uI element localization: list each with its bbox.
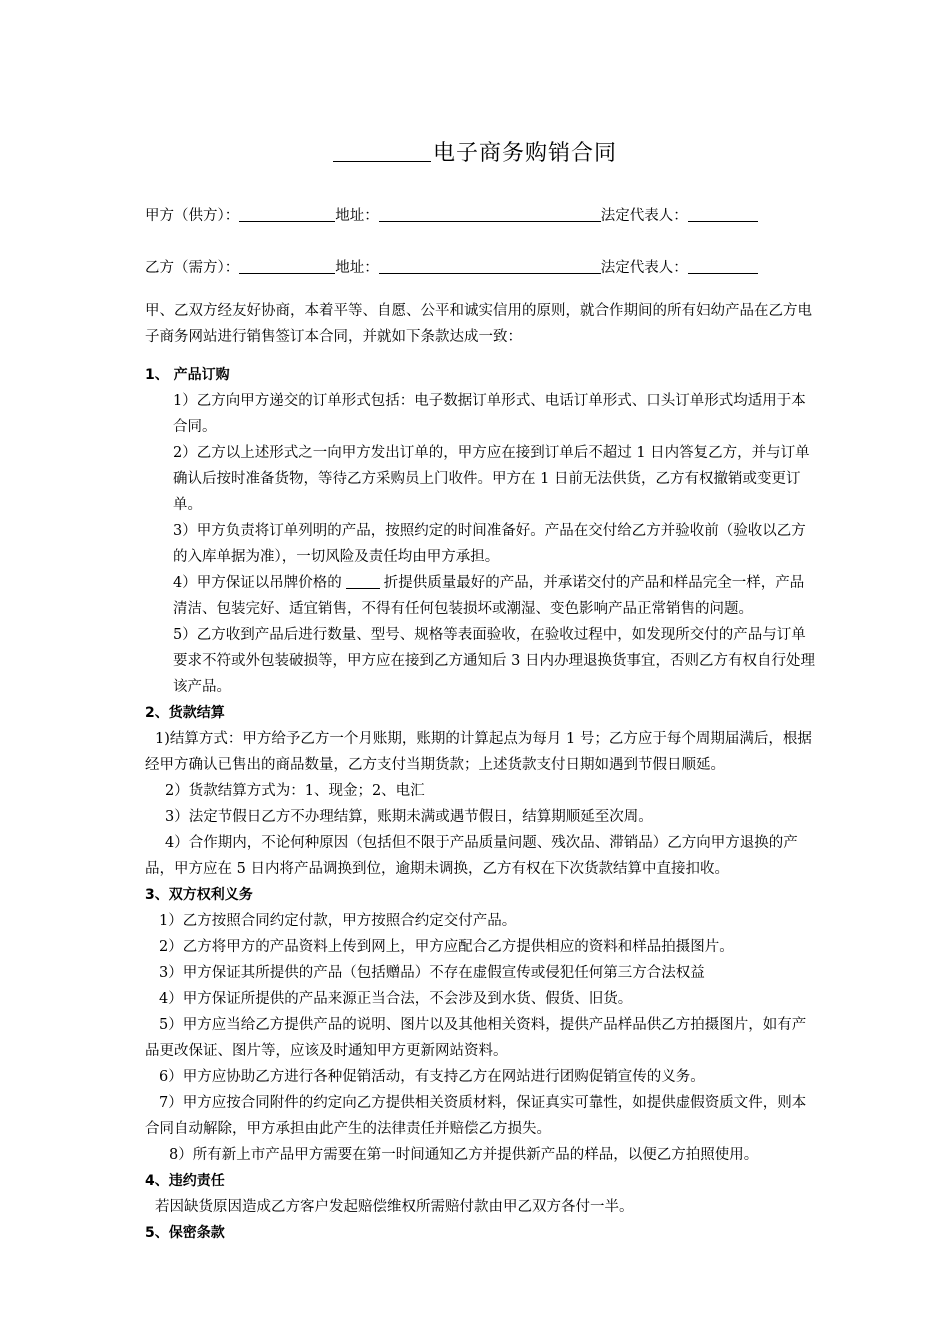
section-2-clause-1: 1)结算方式：甲方给予乙方一个月账期，账期的计算起点为每月 1 号；乙方应于每个周期届满后，根据经甲方确认已售出的商品数量，乙方支付当期货款；上述货款支付日期如遇到节假日顺延。 [145,731,812,773]
section-2-clause-2: 2）货款结算方式为：1、现金；2、电汇 [165,783,425,799]
section-3-clause-6: 6）甲方应协助乙方进行各种促销活动，有支持乙方在网站进行团购促销宣传的义务。 [159,1069,705,1085]
section-4-clause-1: 若因缺货原因造成乙方客户发起赔偿维权所需赔付款由甲乙双方各付一半。 [155,1199,634,1215]
party-b-name-blank [239,259,335,274]
party-b-address-label: 地址： [335,260,379,276]
section-3-clause-8: 8）所有新上市产品甲方需要在第一时间通知乙方并提供新产品的样品，以便乙方拍照使用。 [169,1147,759,1163]
discount-blank [346,574,380,589]
clause-4-part-b: 折提供质量最好的产品，并承诺交付的产品和样品完全一样，产品清洁、包装完好、适宜销售，不得有任何包装损坏或潮湿、变色影响产品正常销售的问题。 [173,575,805,617]
clause-4-part-a: 4）甲方保证以吊牌价格的 [173,575,342,591]
intro-paragraph: 甲、乙双方经友好协商，本着平等、自愿、公平和诚实信用的原则，就合作期间的所有妇幼产品在乙方电子商务网站进行销售签订本合同，并就如下条款达成一致： [145,303,812,345]
section-3-clause-7: 7）甲方应按合同附件的约定向乙方提供相关资质材料，保证真实可靠性，如提供虚假资质文件，则本合同自动解除，甲方承担由此产生的法律责任并赔偿乙方损失。 [145,1095,807,1137]
contract-body [145,298,815,1246]
section-3-clause-2: 2）乙方将甲方的产品资料上传到网上，甲方应配合乙方提供相应的资料和样品拍摄图片。 [159,939,734,955]
section-3-clause-5: 5）甲方应当给乙方提供产品的说明、图片以及其他相关资料，提供产品样品供乙方拍摄图片，如有产品更改保证、图片等，应该及时通知甲方更新网站资料。 [145,1017,807,1059]
section-1-clause-2: 2）乙方以上述形式之一向甲方发出订单的，甲方应在接到订单后不超过 1 日内答复乙方，并与订单确认后按时准备货物，等待乙方采购员上门收件。甲方在 1 日前无法供货，乙方有权撤销或变更订单。 [173,445,810,513]
section-1-clause-3: 3）甲方负责将订单列明的产品，按照约定的时间准备好。产品在交付给乙方并验收前（验收以乙方的入库单据为准），一切风险及责任均由甲方承担。 [173,523,806,565]
party-b-label: 乙方（需方）： [145,260,240,276]
party-a-rep-label: 法定代表人： [600,208,688,224]
title-text: 电子商务购销合同 [432,141,617,166]
section-1-clause-1: 1）乙方向甲方递交的订单形式包括：电子数据订单形式、电话订单形式、口头订单形式均适用于本合同。 [173,393,806,435]
section-3-clause-4: 4）甲方保证所提供的产品来源正当合法，不会涉及到水货、假货、旧货。 [159,991,633,1007]
section-2-clause-3: 3）法定节假日乙方不办理结算，账期未满或遇节假日，结算期顺延至次周。 [165,809,653,825]
title-blank [333,141,431,162]
party-b-address-blank [379,259,601,274]
section-3-clause-3: 3）甲方保证其所提供的产品（包括赠品）不存在虚假宣传或侵犯任何第三方合法权益 [159,965,705,981]
party-a-line [145,204,758,225]
section-5-heading: 5、保密条款 [145,1225,225,1241]
party-a-rep-blank [688,207,758,222]
party-b-rep-label: 法定代表人： [600,260,688,276]
party-a-name-blank [239,207,335,222]
section-1-clause-5: 5）乙方收到产品后进行数量、型号、规格等表面验收，在验收过程中，如发现所交付的产品与订单要求不符或外包装破损等，甲方应在接到乙方通知后 3 日内办理退换货事宜，否则乙方有权自行处理该产品。 [173,627,815,695]
section-3-heading: 3、双方权利义务 [145,887,253,903]
party-b-rep-blank [688,259,758,274]
page-title [0,136,950,167]
party-a-label: 甲方（供方）： [145,208,240,224]
party-a-address-blank [379,207,601,222]
section-1-heading: 1、 产品订购 [145,367,230,383]
party-b-line [145,256,758,277]
party-a-address-label: 地址： [335,208,379,224]
section-3-clause-1: 1）乙方按照合同约定付款，甲方按照合约定交付产品。 [159,913,517,929]
section-2-heading: 2、货款结算 [145,705,225,721]
section-1-clause-4 [145,570,815,622]
section-2-clause-4: 4）合作期内，不论何种原因（包括但不限于产品质量问题、残次品、滞销品）乙方向甲方退换的产品，甲方应在 5 日内将产品调换到位，逾期未调换，乙方有权在下次货款结算中直接扣收。 [145,835,798,877]
section-4-heading: 4、违约责任 [145,1173,225,1189]
